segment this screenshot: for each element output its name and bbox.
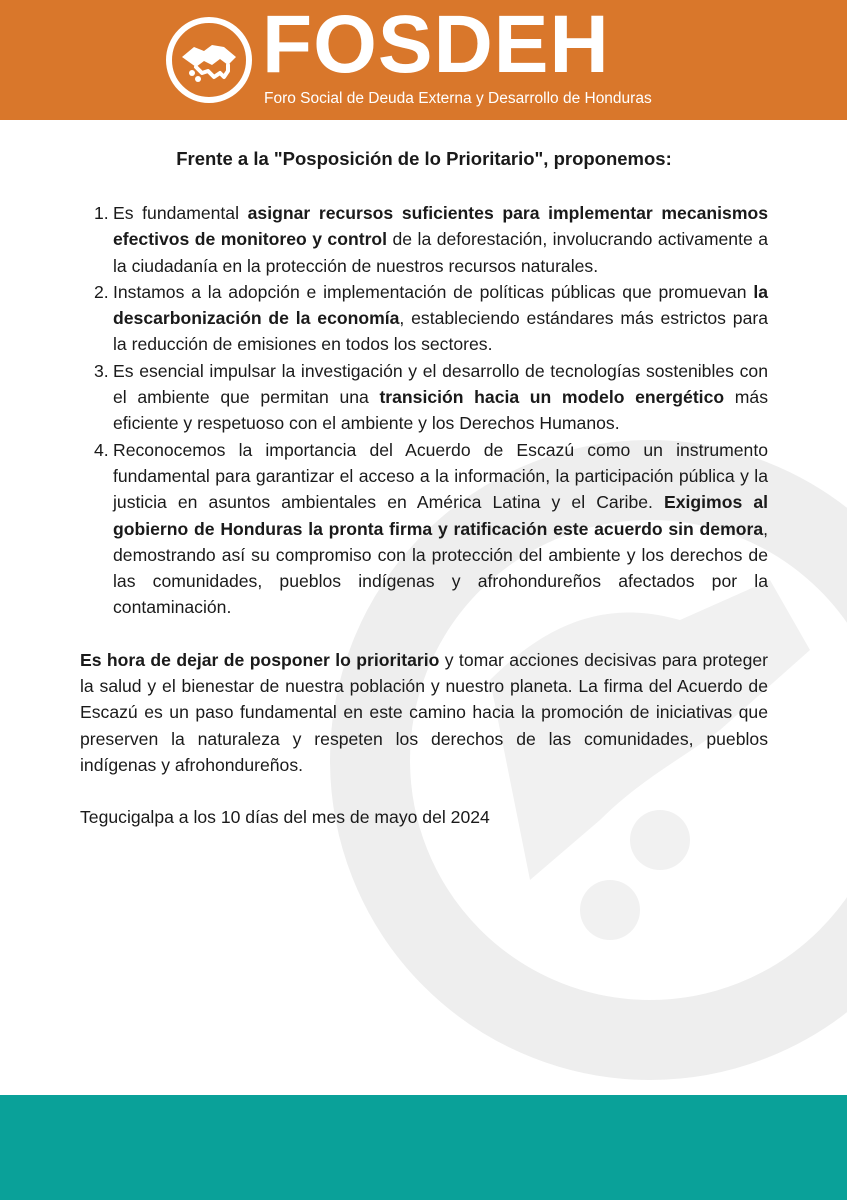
- closing-bold-text: Es hora de dejar de posponer lo prioritario: [80, 649, 440, 670]
- list-number: 2.: [94, 281, 109, 302]
- closing-paragraph: [80, 647, 768, 778]
- item-text: Reconocemos la importancia del Acuerdo de Escazú como un instrumento fundamental para garantizar el acceso a la información, la participación pública y la justicia en asuntos ambientales en América Latina y el Caribe.: [113, 439, 768, 513]
- list-number: 3.: [94, 360, 109, 381]
- proposal-list: [80, 200, 768, 621]
- handshake-icon: [166, 17, 252, 103]
- item-bold-text: transición hacia un modelo energético: [379, 387, 725, 408]
- document-body: [80, 146, 768, 831]
- item-bold-text: Exigimos al gobierno de Honduras la pronta firma y ratificación este acuerdo sin demora: [113, 492, 768, 539]
- item-text: Instamos a la adopción e implementación de políticas públicas que promuevan: [113, 281, 754, 302]
- item-bold-text: asignar recursos suficientes para implementar mecanismos efectivos de monitoreo y control: [113, 203, 768, 250]
- list-number: 1.: [94, 203, 109, 223]
- item-text: Es esencial impulsar la investigación y el desarrollo de tecnologías sostenibles con el ambiente que permitan una: [113, 360, 768, 408]
- item-text: , demostrando así su compromiso con la protección del ambiente y los derechos de las comunidades, pueblos indígenas y afrohondureños afectados por la contaminación.: [113, 518, 768, 618]
- list-item: [80, 358, 768, 437]
- item-text: más eficiente y respetuoso con el ambiente y los Derechos Humanos.: [113, 387, 768, 434]
- logo-subtitle: Foro Social de Deuda Externa y Desarrollo de Honduras: [264, 90, 652, 107]
- closing-text: y tomar acciones decisivas para proteger la salud y el bienestar de nuestra población y nuestro planeta. La firma del Acuerdo de Escazú es un paso fundamental en este camino hacia la promoción de iniciativas que preserven la naturaleza y respeten los derechos de las comunidades, pueblos indígenas y afrohondureños.: [80, 649, 768, 775]
- item-text: de la deforestación, involucrando activamente a la ciudadanía en la protección de nuestros recursos naturales.: [113, 229, 768, 276]
- footer-band: [0, 1095, 847, 1200]
- header-banner: [0, 0, 847, 120]
- list-item: [80, 200, 768, 279]
- list-number: 4.: [94, 439, 109, 460]
- date-line: Tegucigalpa a los 10 días del mes de mayo del 2024: [80, 807, 490, 828]
- item-text: Es fundamental: [113, 203, 248, 223]
- list-item: [80, 279, 768, 358]
- list-item: [80, 437, 768, 621]
- item-bold-text: la descarbonización de la economía: [113, 281, 768, 329]
- logo-title: FOSDEH: [262, 0, 610, 90]
- document-title: Frente a la "Posposición de lo Prioritario", proponemos:: [176, 148, 672, 169]
- item-text: , estableciendo estándares más estrictos para la reducción de emisiones en todos los sectores.: [113, 308, 769, 355]
